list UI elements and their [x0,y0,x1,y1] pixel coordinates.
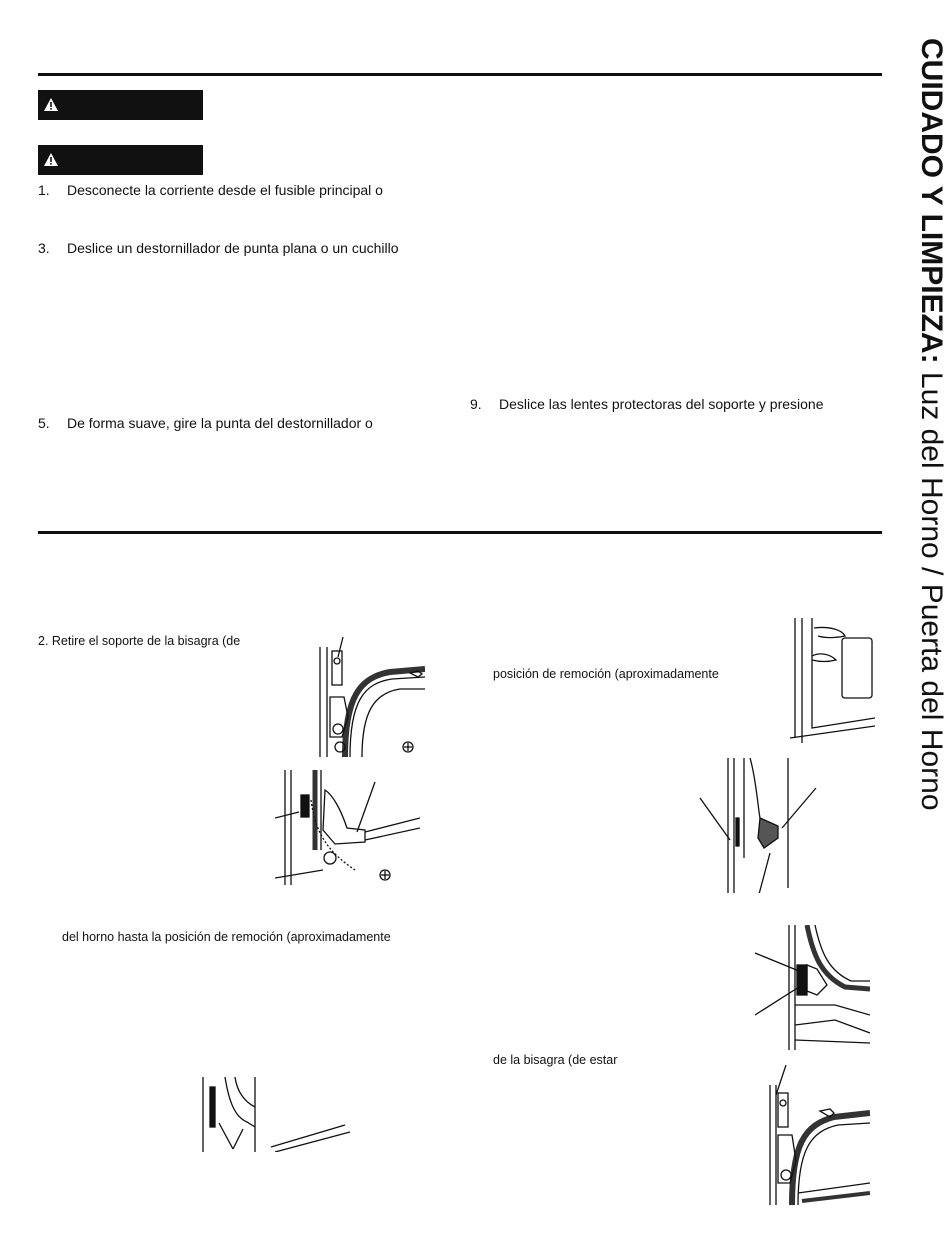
step-9: 9. Deslice las lentes protectoras del soporte y presione [470,396,824,412]
warning-bar-1 [38,90,203,120]
step-3: 3. Deslice un destornillador de punta plana o un cuchillo [38,240,399,256]
step-1: 1. Desconecte la corriente desde el fusible principal o [38,182,383,198]
oven-door-illustration [790,618,875,746]
warning-bar-2 [38,145,203,175]
middle-rule [38,531,882,534]
hinge-bracket-illustration [300,637,425,757]
door-right-text-1: posición de remoción (aproximadamente [493,667,719,681]
door-step-2: 2. Retire el soporte de la bisagra (de [38,634,241,648]
warning-triangle-icon [44,98,58,111]
top-rule [38,73,882,76]
hinge-lock-illustration [698,758,823,893]
hinge-rotate-illustration [755,925,870,1050]
side-title: CUIDADO Y LIMPIEZA: Luz del Horno / Puerta del Horno [915,38,948,811]
hinge-lever-illustration [275,770,420,885]
hinge-bracket-illustration-2 [750,1065,870,1205]
warning-triangle-icon [44,153,58,166]
step-5: 5. De forma suave, gire la punta del destornillador o [38,415,373,431]
door-left-text: del horno hasta la posición de remoción (aproximadamente [62,930,391,944]
hinge-slot-illustration [195,1077,355,1152]
door-right-text-2: de la bisagra (de estar [493,1053,618,1067]
